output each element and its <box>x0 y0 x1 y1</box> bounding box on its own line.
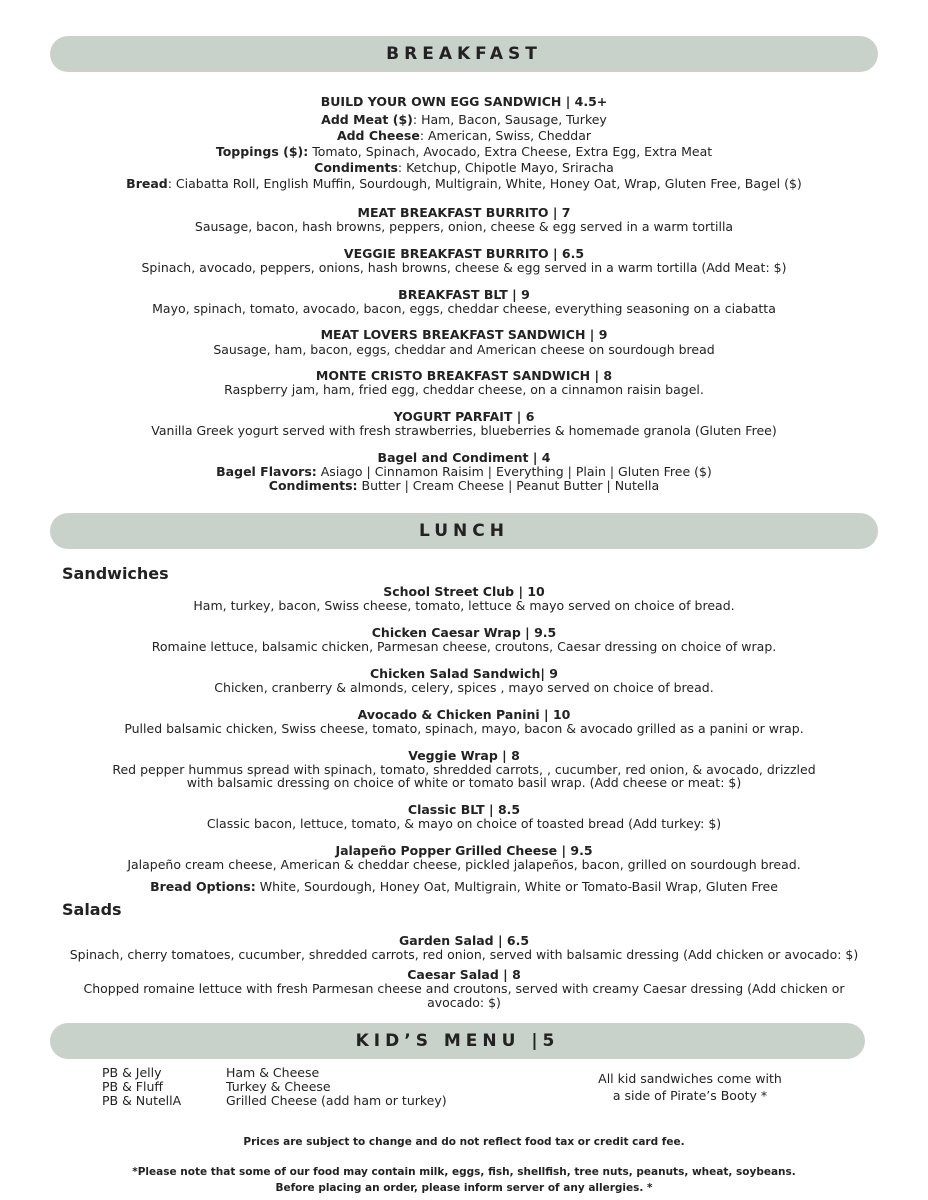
allergy-notice: Before placing an order, please inform server of any allergies. * <box>275 1182 653 1194</box>
bagel-flavors-label: Bagel Flavors: <box>216 464 317 479</box>
menu-item-title: Veggie Wrap | 8 <box>408 748 520 763</box>
lunch-header <box>50 513 878 549</box>
bagel-flavors <box>0 465 928 479</box>
sandwiches-subheading: Sandwiches <box>62 564 169 583</box>
menu-item-desc: Spinach, avocado, peppers, onions, hash browns, cheese & egg served in a warm tortilla (Add Meat: $) <box>141 260 787 275</box>
menu-item-title: BREAKFAST BLT | 9 <box>398 287 530 302</box>
bagel-condiments-text: Butter | Cream Cheese | Peanut Butter | Nutella <box>357 478 660 493</box>
menu-item-desc: Chopped romaine lettuce with fresh Parmesan cheese and croutons, served with creamy Caesar dressing (Add chicken or <box>83 981 845 996</box>
kids-col-2 <box>226 1066 447 1108</box>
menu-item-title: Jalapeño Popper Grilled Cheese | 9.5 <box>335 843 593 858</box>
option-label: Condiments <box>314 160 398 175</box>
menu-item-title: MEAT LOVERS BREAKFAST SANDWICH | 9 <box>320 327 608 342</box>
menu-item-title: YOGURT PARFAIT | 6 <box>393 409 535 424</box>
menu-item-title: Avocado & Chicken Panini | 10 <box>357 707 571 722</box>
bread-options-text: White, Sourdough, Honey Oat, Multigrain, White or Tomato-Basil Wrap, Gluten Free <box>255 879 778 894</box>
menu-item-desc: Spinach, cherry tomatoes, cucumber, shredded carrots, red onion, served with balsamic dressing (Add chicken or avocado: $) <box>69 947 859 962</box>
option-text: Tomato, Spinach, Avocado, Extra Cheese, Extra Egg, Extra Meat <box>308 144 713 159</box>
menu-item-title: Garden Salad | 6.5 <box>398 933 530 948</box>
breakfast-header <box>50 36 878 72</box>
option-label: Add Meat ($) <box>321 112 413 127</box>
egg-option-cheese <box>0 128 928 144</box>
breakfast-header-label: BREAKFAST <box>386 44 542 64</box>
salads-subheading: Salads <box>62 900 122 919</box>
menu-item-desc: Ham, turkey, bacon, Swiss cheese, tomato, lettuce & mayo served on choice of bread. <box>193 598 735 613</box>
bagel-condiments <box>0 479 928 493</box>
menu-item-desc: avocado: $) <box>427 995 501 1010</box>
menu-item-desc: Vanilla Greek yogurt served with fresh strawberries, blueberries & homemade granola (Gluten Free) <box>151 423 777 438</box>
allergy-notice: *Please note that some of our food may contain milk, eggs, fish, shellfish, tree nuts, peanuts, wheat, soybeans. <box>132 1166 796 1178</box>
option-text: : American, Swiss, Cheddar <box>419 128 592 143</box>
egg-option-toppings <box>0 144 928 160</box>
prices-disclaimer: Prices are subject to change and do not reflect food tax or credit card fee. <box>243 1136 685 1148</box>
menu-item-title: MONTE CRISTO BREAKFAST SANDWICH | 8 <box>315 368 613 383</box>
kids-item: Ham & Cheese <box>226 1065 320 1080</box>
kids-item: PB & NutellA <box>102 1093 182 1108</box>
kids-col-1 <box>102 1066 181 1108</box>
menu-item-title: Chicken Caesar Wrap | 9.5 <box>371 625 557 640</box>
menu-item-desc: Sausage, bacon, hash browns, peppers, onion, cheese & egg served in a warm tortilla <box>194 219 734 234</box>
menu-item-desc: Jalapeño cream cheese, American & cheddar cheese, pickled jalapeños, bacon, grilled on sourdough bread. <box>127 857 801 872</box>
kids-item: PB & Jelly <box>102 1065 162 1080</box>
kids-menu-header <box>50 1023 865 1059</box>
egg-option-condiments <box>0 160 928 176</box>
bagel-flavors-text: Asiago | Cinnamon Raisim | Everything | Plain | Gluten Free ($) <box>316 464 712 479</box>
kids-item: Turkey & Cheese <box>226 1079 331 1094</box>
kids-item: Grilled Cheese (add ham or turkey) <box>226 1093 447 1108</box>
menu-item-title: Caesar Salad | 8 <box>407 967 521 982</box>
menu-item-title: School Street Club | 10 <box>383 584 545 599</box>
option-text: : Ciabatta Roll, English Muffin, Sourdough, Multigrain, White, Honey Oat, Wrap, Gluten Free, Bagel ($) <box>167 176 802 191</box>
menu-item-title: Classic BLT | 8.5 <box>407 802 521 817</box>
menu-item-desc: Raspberry jam, ham, fried egg, cheddar cheese, on a cinnamon raisin bagel. <box>224 382 704 397</box>
menu-item-desc: Classic bacon, lettuce, tomato, & mayo on choice of toasted bread (Add turkey: $) <box>206 816 722 831</box>
bagel-title: Bagel and Condiment | 4 <box>377 450 551 465</box>
option-label: Add Cheese <box>336 128 420 143</box>
menu-item-desc: Pulled balsamic chicken, Swiss cheese, tomato, spinach, mayo, bacon & avocado grilled as a panini or wrap. <box>124 721 804 736</box>
menu-item-title: VEGGIE BREAKFAST BURRITO | 6.5 <box>343 246 585 261</box>
option-text: : Ketchup, Chipotle Mayo, Sriracha <box>397 160 614 175</box>
menu-item-desc: Romaine lettuce, balsamic chicken, Parmesan cheese, croutons, Caesar dressing on choice of wrap. <box>151 639 777 654</box>
option-label: Toppings ($): <box>215 144 309 159</box>
kids-item: PB & Fluff <box>102 1079 164 1094</box>
egg-option-bread <box>0 176 928 192</box>
kids-note-line: a side of Pirate’s Booty * <box>612 1088 768 1103</box>
menu-item-desc: Mayo, spinach, tomato, avocado, bacon, eggs, cheddar cheese, everything seasoning on a ciabatta <box>152 301 776 316</box>
menu-item-title: Chicken Salad Sandwich| 9 <box>370 666 558 681</box>
egg-option-meat <box>0 112 928 128</box>
kids-menu-header-label: KID’S MENU |5 <box>355 1031 560 1051</box>
option-label: Bread <box>126 176 168 191</box>
kids-note <box>580 1070 800 1104</box>
menu-item-desc: Sausage, ham, bacon, eggs, cheddar and American cheese on sourdough bread <box>213 342 715 357</box>
menu-item-desc: Chicken, cranberry & almonds, celery, spices , mayo served on choice of bread. <box>214 680 714 695</box>
kids-note-line: All kid sandwiches come with <box>598 1071 782 1086</box>
bread-options <box>0 880 928 894</box>
lunch-header-label: LUNCH <box>419 521 509 541</box>
egg-sandwich-title: BUILD YOUR OWN EGG SANDWICH | 4.5+ <box>320 94 608 109</box>
bagel-condiments-label: Condiments: <box>268 478 358 493</box>
menu-item-title: MEAT BREAKFAST BURRITO | 7 <box>357 205 571 220</box>
menu-item-desc: with balsamic dressing on choice of white or tomato basil wrap. (Add cheese or meat: $) <box>186 775 742 790</box>
menu-item-desc: Red pepper hummus spread with spinach, tomato, shredded carrots, , cucumber, red onion, & avocado, drizzled <box>112 762 816 777</box>
option-text: : Ham, Bacon, Sausage, Turkey <box>412 112 607 127</box>
bread-options-label: Bread Options: <box>150 879 256 894</box>
